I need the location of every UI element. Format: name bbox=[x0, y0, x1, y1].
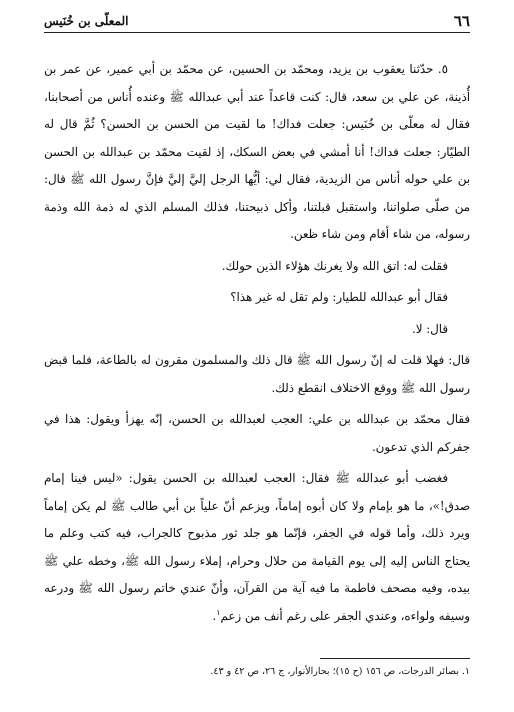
footnote: ١. بصائر الدرجات، ص ١٥٦ (ح ١٥)؛ بحارالأنوار، ج ٢٦، ص ٤٢ و ٤٣. bbox=[210, 666, 470, 677]
running-title: المعلّى بن خُنَيس bbox=[44, 14, 129, 28]
page-header bbox=[44, 10, 470, 33]
footnote-marker: ١ bbox=[216, 607, 221, 617]
footnote-divider bbox=[320, 658, 470, 659]
paragraph: فقال محمّد بن عبدالله بن علي: العجب لعبدالله بن الحسن، إنّه يهزأ ويقول: هذا في جفركم الذي تدعون. bbox=[44, 412, 470, 454]
body-text bbox=[44, 56, 470, 634]
paragraph: قال: فهلا قلت له إنّ رسول الله ﷺ قال ذلك والمسلمون مقرون له بالطاعة، فلما قبض رسول الله ﷺ ووقع الاختلاف انقطع ذلك. bbox=[44, 353, 470, 395]
paragraph: فقلت له: اتق الله ولا يغرنك هؤلاء الذين حولك. bbox=[221, 258, 448, 273]
paragraph-text: فغضب أبو عبدالله ﷺ فقال: العجب لعبدالله بن الحسن يقول: «ليس فينا إمام صدق!»، ما هو بإمام ولا كان أبوه إماماً، ويزعم أنّ علياً بن أبي طالب ﷺ لم يكن إماماً ويرد ذلك، وأما قوله في الجفر، فإنّما هو جلد ثور مذبوح كالجراب، فيه كتب وعلم ما يحتاج الناس إليه إلى يوم القيامة من حلال وحرام، إملاء رسول الله ﷺ، وخطه علي ﷺ بيده، وفيه مصحف فاطمة ما فيه آية من القرآن، وأنّ عندي خاتم رسول الله ﷺ ودرعه وسيفه ولواءه، وعندي الجفر على رغم أنف من زعم bbox=[44, 471, 470, 623]
page-number: ٦٦ bbox=[453, 12, 470, 30]
paragraph: فقال أبو عبدالله للطيار: ولم تقل له غير هذا؟ bbox=[230, 290, 448, 304]
paragraph-hadith: ٥. حدّثنا يعقوب بن يزيد، ومحمّد بن الحسين، عن محمّد بن أبي عمير، عن عمر بن أُذينة، عن علي بن سعد، قال: كنت قاعداً عند أبي عبدالله ﷺ وعنده أُناس من أصحابنا، فقال له معلّى بن خُنَيس: جعلت فداك! ما لقيت من الحسن بن الحسن؟ ثُمَّ قال له الطيّار: جعلت فداك! أنا أمشي في بعض السكك، إذ لقيت محمّد بن عبدالله بن الحسن بن علي حوله أناس من الزيدية، فقال لي: أيُّها الرجل إليَّ إليَّ فإنَّ رسول الله ﷺ قال: من صلّى صلواتنا، واستقبل قبلتنا، وأكل ذبيحتنا، فذلك المسلم الذي له ذمة الله وذمة رسوله، من شاء أقام ومن شاء ظعن. bbox=[44, 62, 470, 241]
paragraph-last: فغضب أبو عبدالله ﷺ فقال: العجب لعبدالله بن الحسن يقول: «ليس فينا إمام صدق!»، ما هو بإمام ولا كان أبوه إماماً، ويزعم أنّ علياً بن أبي طالب ﷺ لم يكن إماماً ويرد ذلك، وأما قوله في الجفر، فإنّما هو جلد ثور مذبوح كالجراب، فيه كتب وعلم ما يحتاج الناس إليه إلى يوم القيامة من حلال وحرام، إملاء رسول الله ﷺ، وخطه علي ﷺ بيده، وفيه مصحف فاطمة ما فيه آية من القرآن، وأنّ عندي خاتم رسول الله ﷺ ودرعه وسيفه ولواءه، وعندي الجفر على رغم أنف من زعم$^١$. bbox=[44, 471, 470, 623]
paragraph: قال: لا. bbox=[411, 321, 448, 336]
